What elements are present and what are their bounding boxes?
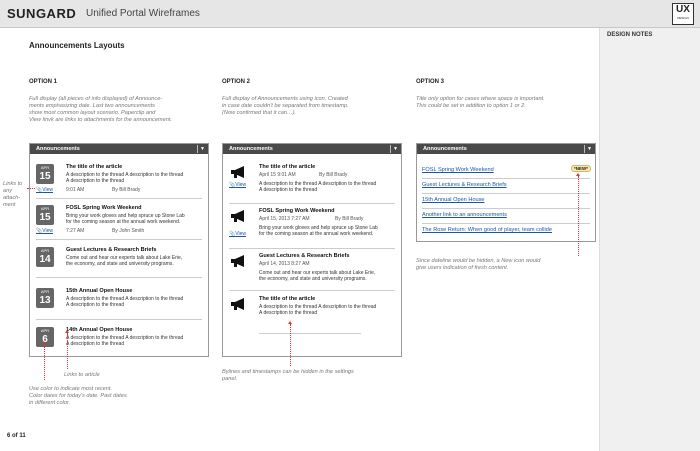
app-header bbox=[0, 0, 700, 28]
list-item[interactable] bbox=[30, 245, 208, 273]
panel-header bbox=[30, 144, 208, 154]
annotation-line bbox=[67, 333, 68, 369]
date-badge: APR 6 bbox=[36, 327, 54, 347]
page-number: 6 of 11 bbox=[7, 433, 26, 439]
brand-logo: SUNGARD bbox=[7, 6, 77, 21]
item-byline: By Bill Brady bbox=[335, 216, 364, 222]
option1-heading: OPTION 1 bbox=[29, 79, 58, 85]
item-title[interactable]: Guest Lectures & Research Briefs bbox=[66, 247, 157, 253]
panel-header bbox=[223, 144, 401, 154]
page-title: Announcements Layouts bbox=[29, 41, 125, 50]
panel-title: Announcements bbox=[229, 146, 273, 152]
announcement-link[interactable]: The Rose Return: When good of player, team collide bbox=[422, 227, 552, 233]
chevron-down-icon[interactable]: ▼ bbox=[393, 146, 398, 152]
item-title[interactable]: FOSL Spring Work Weekend bbox=[259, 208, 335, 214]
date-badge: APR 15 bbox=[36, 205, 54, 225]
panel-header bbox=[417, 144, 595, 154]
item-title[interactable]: The title of the article bbox=[259, 296, 316, 302]
annotation-arrow bbox=[288, 321, 292, 324]
view-link[interactable]: 📎View bbox=[36, 228, 53, 234]
list-item[interactable] bbox=[30, 203, 208, 237]
annotation-arrow bbox=[65, 330, 69, 333]
annotation-line bbox=[27, 188, 35, 189]
item-body: Come out and hear our experts talk about Lake Erie, the economy, and state and university programs. bbox=[66, 255, 183, 267]
list-item[interactable] bbox=[30, 162, 208, 196]
annotation-line bbox=[578, 176, 579, 256]
list-item[interactable] bbox=[30, 325, 208, 353]
option3-heading: OPTION 3 bbox=[416, 79, 445, 85]
option2-heading: OPTION 2 bbox=[222, 79, 251, 85]
design-notes-panel bbox=[599, 28, 700, 451]
item-body: A description to the thread A description to the thread A description to the thread bbox=[66, 296, 184, 308]
option2-note: Bylines and timestamps can be hidden in the settings panel. bbox=[222, 369, 354, 382]
item-body: Bring your work gloves and help spruce up Stone Lab for the coming season at the annual work weekend. bbox=[259, 225, 378, 237]
option3-panel bbox=[416, 143, 596, 242]
megaphone-icon bbox=[230, 255, 248, 267]
links-note: Links to article bbox=[64, 372, 100, 378]
item-body: Bring your work gloves and help spruce up Stone Lab for the coming season at the annual work weekend. bbox=[66, 213, 185, 225]
item-title[interactable]: 15th Annual Open House bbox=[66, 288, 133, 294]
chevron-down-icon[interactable]: ▼ bbox=[587, 146, 592, 152]
item-date: April 14, 2013 8:27 AM bbox=[259, 261, 310, 267]
megaphone-icon bbox=[230, 298, 248, 310]
item-date: April 15 9:01 AM bbox=[259, 172, 296, 178]
option2-panel bbox=[222, 143, 402, 357]
option3-note: Since dateline would be hidden, a New icon would give users indication of fresh content. bbox=[416, 258, 541, 271]
panel-title: Announcements bbox=[36, 146, 80, 152]
design-notes-title: DESIGN NOTES bbox=[607, 32, 653, 38]
item-title[interactable]: Guest Lectures & Research Briefs bbox=[259, 253, 350, 259]
announcement-link[interactable]: Guest Lectures & Research Briefs bbox=[422, 182, 507, 188]
date-badge: APR 15 bbox=[36, 164, 54, 184]
item-title[interactable]: 14th Annual Open House bbox=[66, 327, 133, 333]
view-link[interactable]: 📎View bbox=[229, 182, 246, 188]
view-link[interactable]: 📎View bbox=[36, 187, 53, 193]
annotation-arrow bbox=[42, 342, 46, 345]
date-badge: APR 13 bbox=[36, 288, 54, 308]
announcement-link[interactable]: Another link to an announcements bbox=[422, 212, 507, 218]
chevron-down-icon[interactable]: ▼ bbox=[200, 146, 205, 152]
annotation-arrow bbox=[576, 173, 580, 176]
view-link[interactable]: 📎View bbox=[229, 231, 246, 237]
item-byline: By Bill Brady bbox=[319, 172, 348, 178]
option2-description: Full display of Announcements using icon. Created in case date couldn't be separated from timestamp. (Now confirmed that it can…). bbox=[222, 96, 349, 116]
item-body: A description to the thread A description to the thread A description to the thread bbox=[66, 335, 184, 347]
list-item[interactable] bbox=[30, 286, 208, 314]
option1-description: Full display (all pieces of info displayed) of Announce- ments emphasizing date. Last two announcements show most common layout scenario. Paperclip and View linvk are links to attachments for the announcement. bbox=[29, 96, 172, 123]
announcement-link[interactable]: 15th Annual Open House bbox=[422, 197, 485, 203]
annotation-line bbox=[290, 324, 291, 366]
item-time: 9:01 AM bbox=[66, 187, 85, 193]
item-title[interactable]: FOSL Spring Work Weekend bbox=[66, 205, 142, 211]
panel-title: Announcements bbox=[423, 146, 467, 152]
paperclip-icon: 📎 bbox=[229, 182, 236, 188]
megaphone-icon bbox=[230, 210, 248, 222]
paperclip-icon: 📎 bbox=[36, 228, 43, 234]
annotation-line bbox=[44, 345, 45, 380]
list-item[interactable] bbox=[223, 294, 401, 326]
item-body: A description to the thread A description to the thread A description to the thread bbox=[66, 172, 184, 184]
option1-panel bbox=[29, 143, 209, 357]
color-note: Use color to indicate most recent. Color dates for today's date. Past dates in different color. bbox=[29, 386, 127, 406]
date-badge: APR 14 bbox=[36, 247, 54, 267]
list-item[interactable] bbox=[223, 251, 401, 289]
item-byline: By John Smith bbox=[112, 228, 145, 234]
item-byline: By Bill Brady bbox=[112, 187, 141, 193]
item-time: 7:27 AM bbox=[66, 228, 85, 234]
megaphone-icon bbox=[230, 166, 248, 178]
app-title: Unified Portal Wireframes bbox=[86, 8, 200, 19]
item-title[interactable]: The title of the article bbox=[66, 164, 123, 170]
paperclip-icon: 📎 bbox=[36, 187, 43, 193]
option3-description: Title only option for cases where space is important. This could be set in addition to option 1 or 2. bbox=[416, 96, 545, 109]
list-item[interactable] bbox=[223, 206, 401, 246]
item-body: A description to the thread A description to the thread A description to the thread bbox=[259, 304, 377, 316]
new-badge: *NEW* bbox=[571, 165, 591, 172]
item-body: Come out and hear our experts talk about Lake Erie, the economy, and state and university programs. bbox=[259, 270, 376, 282]
item-date: April 15, 2013 7:27 AM bbox=[259, 216, 310, 222]
announcement-link[interactable]: FOSL Spring Work Weekend bbox=[422, 167, 494, 173]
list-item[interactable] bbox=[223, 162, 401, 202]
item-title[interactable]: The title of the article bbox=[259, 164, 316, 170]
paperclip-icon: 📎 bbox=[229, 231, 236, 237]
attachment-note: Links to any attach- ment bbox=[3, 181, 23, 208]
item-body: A description to the thread A description to the thread A description to the thread bbox=[259, 181, 377, 193]
ux-design-logo: UX DESIGN bbox=[672, 3, 694, 25]
